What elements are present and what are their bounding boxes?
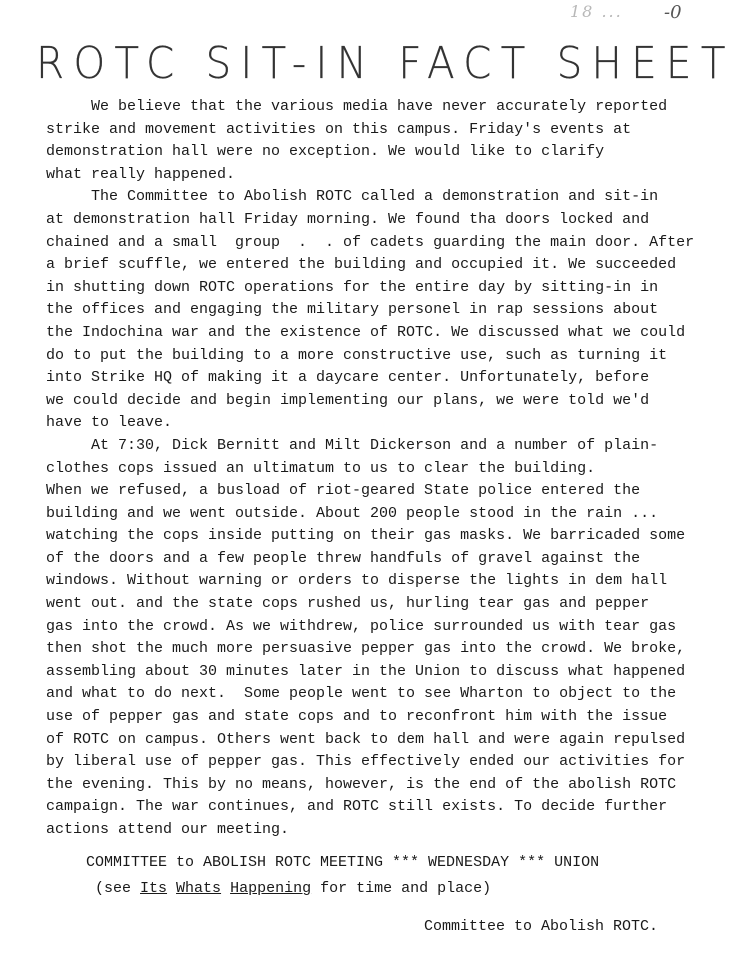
body-line: clothes cops issued an ultimatum to us to clear the building. [46, 459, 596, 477]
body-line: We believe that the various media have never accurately reported [46, 98, 668, 115]
corner-handwritten-mark: -0 [664, 2, 682, 23]
body-line: then shot the much more persuasive pepper gas into the crowd. We broke, [46, 640, 686, 658]
body-line: demonstration hall were no exception. We would like to clarify [46, 143, 605, 161]
body-line: gas into the crowd. As we withdrew, police surrounded us with tear gas [46, 617, 677, 635]
body-line: of ROTC on campus. Others went back to dem hall and were again repulsed [46, 730, 686, 748]
see-ref-happening: Happening [230, 880, 312, 897]
body-line: strike and movement activities on this campus. Friday's events at [46, 120, 632, 138]
body-line: do to put the building to a more constructive use, such as turning it [46, 346, 668, 364]
see-ref-whats: Whats [176, 880, 222, 897]
body-line: At 7:30, Dick Bernitt and Milt Dickerson and a number of plain- [46, 436, 659, 454]
see-prefix: (see [86, 880, 141, 897]
body-line: into Strike HQ of making it a daycare center. Unfortunately, before [46, 369, 650, 387]
body-line: The Committee to Abolish ROTC called a demonstration and sit-in [46, 188, 659, 206]
see-suffix: for time and place) [311, 880, 492, 897]
body-line: chained and a small group . . of cadets guarding the main door. After [46, 233, 695, 251]
body-line: watching the cops inside putting on their gas masks. We barricaded some [46, 527, 686, 545]
body-line: of the doors and a few people threw handfuls of gravel against the [46, 549, 641, 567]
corner-handwritten-note: 18 ... [570, 2, 623, 21]
signature-line: Committee to Abolish ROTC. [424, 918, 659, 935]
body-line: the offices and engaging the military personel in rap sessions about [46, 301, 659, 319]
meeting-announcement [86, 850, 599, 902]
body-line: campaign. The war continues, and ROTC still exists. To decide further [46, 798, 668, 816]
body-line: in shutting down ROTC operations for the entire day by sitting-in in [46, 278, 659, 296]
body-line: building and we went outside. About 200 people stood in the rain ... [46, 504, 659, 522]
body-line: the evening. This by no means, however, is the end of the abolish ROTC [46, 775, 677, 793]
body-line: a brief scuffle, we entered the building and occupied it. We succeeded [46, 256, 677, 274]
body-line: and what to do next. Some people went to see Wharton to object to the [46, 685, 677, 703]
body-line: When we refused, a busload of riot-geared State police entered the [46, 482, 641, 500]
body-line: what really happened. [46, 165, 236, 183]
body-line: we could decide and begin implementing our plans, we were told we'd [46, 391, 650, 409]
page-title: ROTC SIT-IN FACT SHEET [36, 38, 735, 89]
see-ref-its: Its [140, 880, 168, 897]
body-line: went out. and the state cops rushed us, hurling tear gas and pepper [46, 595, 650, 613]
body-line: have to leave. [46, 414, 173, 432]
see-reference-line [86, 876, 599, 902]
body-paragraphs [46, 96, 708, 842]
body-line: use of pepper gas and state cops and to reconfront him with the issue [46, 708, 668, 726]
see-space [167, 880, 176, 897]
body-line: by liberal use of pepper gas. This effectively ended our activities for [46, 753, 686, 771]
body-line: at demonstration hall Friday morning. We found tha doors locked and [46, 210, 650, 228]
see-space-2 [221, 880, 230, 897]
body-line: windows. Without warning or orders to disperse the lights in dem hall [46, 572, 668, 590]
body-line: actions attend our meeting. [46, 821, 290, 838]
body-line: assembling about 30 minutes later in the Union to discuss what happened [46, 662, 686, 680]
body-line: the Indochina war and the existence of ROTC. We discussed what we could [46, 323, 686, 341]
meeting-line: COMMITTEE to ABOLISH ROTC MEETING *** WEDNESDAY *** UNION [86, 854, 600, 871]
